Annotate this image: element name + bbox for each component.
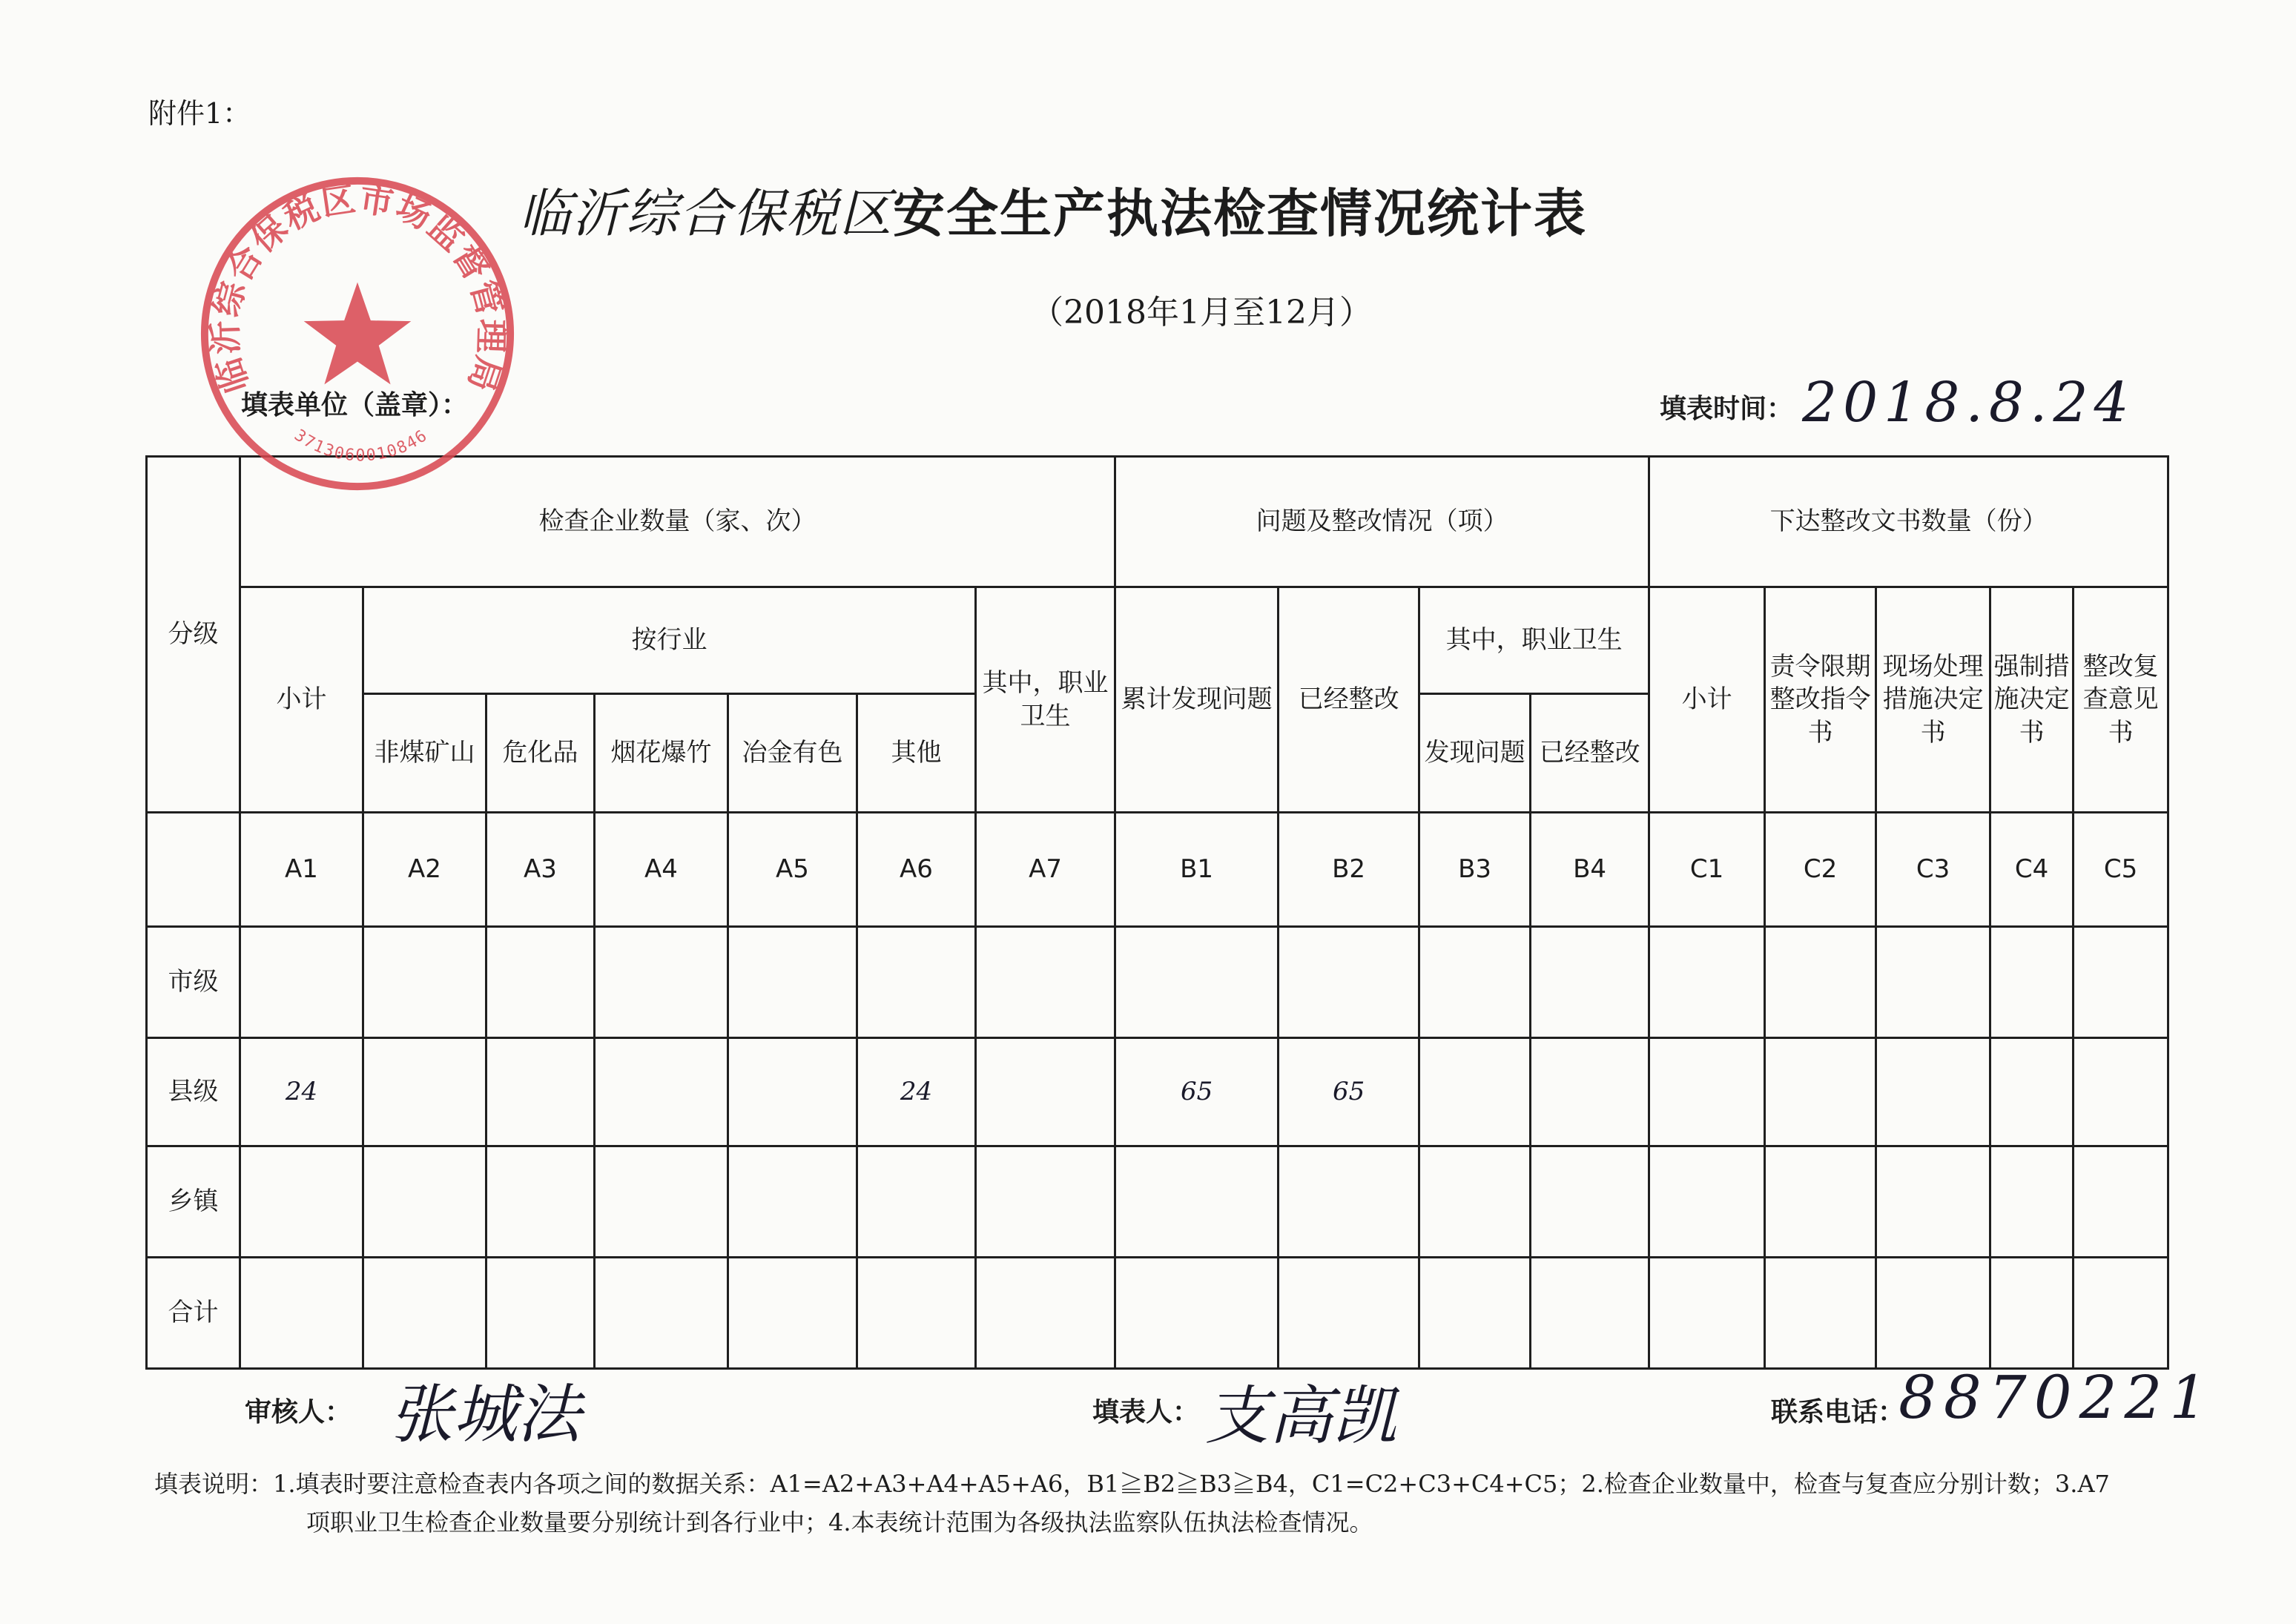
- code-cell: C4: [1990, 813, 2074, 927]
- data-cell: [1876, 1038, 1990, 1146]
- data-cell: [1531, 1038, 1649, 1146]
- svg-text:3713060010846: [291, 426, 432, 466]
- data-cell: [1279, 1146, 1419, 1258]
- data-cell: [1649, 927, 1765, 1038]
- data-cell: 24: [857, 1038, 976, 1146]
- data-cell: [728, 927, 857, 1038]
- data-cell: [728, 1146, 857, 1258]
- data-cell: [2074, 1146, 2168, 1258]
- a-other-header: 其他: [857, 694, 976, 813]
- row-label: 市级: [147, 927, 240, 1038]
- code-cell: A3: [486, 813, 595, 927]
- seal-text: 临沂综合保税区市场监督管理局: [205, 179, 512, 398]
- fill-time-label: 填表时间：: [1660, 394, 1794, 424]
- data-cell: [1419, 1258, 1531, 1369]
- row-label: 合计: [147, 1258, 240, 1369]
- data-cell: [1765, 1146, 1876, 1258]
- data-cell: [1990, 927, 2074, 1038]
- data-cell: [486, 927, 595, 1038]
- data-cell: [363, 1258, 486, 1369]
- group-a-header: 检查企业数量（家、次）: [240, 457, 1115, 587]
- data-cell: [486, 1258, 595, 1369]
- auditor-label: 审核人：: [245, 1397, 352, 1427]
- data-cell: [1649, 1258, 1765, 1369]
- code-cell: A7: [976, 813, 1115, 927]
- filler-signature: 支高凯: [1205, 1379, 1396, 1453]
- data-cell: [976, 1258, 1115, 1369]
- data-cell: [976, 927, 1115, 1038]
- b-found-header: 累计发现问题: [1115, 587, 1279, 813]
- code-cell: B2: [1279, 813, 1419, 927]
- b-fixed-header: 已经整改: [1279, 587, 1419, 813]
- title-handwritten-org: 临沂综合保税区: [519, 183, 893, 244]
- data-cell: [1115, 1146, 1279, 1258]
- code-cell: C5: [2074, 813, 2168, 927]
- data-cell: [1765, 1038, 1876, 1146]
- data-cell: [363, 1146, 486, 1258]
- c-force-header: 强制措施决定书: [1990, 587, 2074, 813]
- b-occ-found-header: 发现问题: [1419, 694, 1531, 813]
- code-cell: A1: [240, 813, 363, 927]
- data-cell: [486, 1146, 595, 1258]
- col-grade-header: 分级: [147, 457, 240, 813]
- group-c-header: 下达整改文书数量（份）: [1649, 457, 2168, 587]
- a-hazchem-header: 危化品: [486, 694, 595, 813]
- code-cell: B3: [1419, 813, 1531, 927]
- phone-label: 联系电话：: [1771, 1397, 1905, 1427]
- data-cell: 65: [1279, 1038, 1419, 1146]
- group-b-header: 问题及整改情况（项）: [1115, 457, 1649, 587]
- data-cell: [240, 927, 363, 1038]
- code-cell: A4: [595, 813, 728, 927]
- code-cell: A2: [363, 813, 486, 927]
- a-metallurgy-header: 冶金有色: [728, 694, 857, 813]
- data-cell: [1279, 927, 1419, 1038]
- code-row-blank: [147, 813, 240, 927]
- official-seal-stamp: [196, 172, 519, 495]
- title-printed: 安全生产执法检查情况统计表: [893, 183, 1587, 244]
- code-cell: B1: [1115, 813, 1279, 927]
- data-cell: [2074, 1258, 2168, 1369]
- data-cell: [1990, 1258, 2074, 1369]
- data-cell: [1649, 1146, 1765, 1258]
- c-order-header: 责令限期整改指令书: [1765, 587, 1876, 813]
- fill-instructions: [154, 1465, 2171, 1542]
- filler-label: 填表人：: [1092, 1397, 1200, 1427]
- data-cell: [1649, 1038, 1765, 1146]
- instructions-line-2: 项职业卫生检查企业数量要分别统计到各行业中；4.本表统计范围为各级执法监察队伍执法检查情况。: [306, 1508, 1373, 1536]
- seal-code: 3713060010846: [291, 426, 432, 466]
- a-by-industry-header: 按行业: [363, 587, 976, 694]
- data-cell: [1531, 1258, 1649, 1369]
- table-row: [147, 1038, 2168, 1146]
- c-onsite-header: 现场处理措施决定书: [1876, 587, 1990, 813]
- data-cell: [595, 1258, 728, 1369]
- data-cell: [1419, 927, 1531, 1038]
- a-occ-header: 其中，职业卫生: [976, 587, 1115, 813]
- data-cell: [1765, 927, 1876, 1038]
- data-cell: [1115, 1258, 1279, 1369]
- data-cell: [1115, 927, 1279, 1038]
- data-cell: [595, 1146, 728, 1258]
- data-cell: [1531, 927, 1649, 1038]
- a-non-coal-header: 非煤矿山: [363, 694, 486, 813]
- data-cell: [728, 1038, 857, 1146]
- phone-value: 8870221: [1899, 1363, 2215, 1432]
- instructions-line-1: 填表说明：1.填表时要注意检查表内各项之间的数据关系：A1=A2+A3+A4+A5+A6，B1≧B2≧B3≧B4，C1=C2+C3+C4+C5；2.检查企业数量中，检查与复查应分别计数；3.A7: [154, 1470, 2110, 1498]
- date-range-subtitle: （2018年1月至12月）: [1031, 294, 1372, 331]
- table-row: [147, 1258, 2168, 1369]
- data-cell: [1279, 1258, 1419, 1369]
- data-cell: [486, 1038, 595, 1146]
- code-cell: C2: [1765, 813, 1876, 927]
- data-cell: [1419, 1146, 1531, 1258]
- data-cell: [2074, 1038, 2168, 1146]
- star-icon: [304, 283, 412, 385]
- row-label: 乡镇: [147, 1146, 240, 1258]
- data-cell: [857, 927, 976, 1038]
- code-cell: C1: [1649, 813, 1765, 927]
- fill-time-value: 2018.8.24: [1802, 371, 2135, 435]
- b-occ-fixed-header: 已经整改: [1531, 694, 1649, 813]
- data-cell: [363, 1038, 486, 1146]
- page-title: [519, 172, 1587, 247]
- a-subtotal-header: 小计: [240, 587, 363, 813]
- data-cell: [1876, 1258, 1990, 1369]
- data-cell: [240, 1146, 363, 1258]
- data-cell: [1765, 1258, 1876, 1369]
- data-cell: 65: [1115, 1038, 1279, 1146]
- code-cell: C3: [1876, 813, 1990, 927]
- c-subtotal-header: 小计: [1649, 587, 1765, 813]
- data-cell: [595, 927, 728, 1038]
- row-label: 县级: [147, 1038, 240, 1146]
- data-cell: [595, 1038, 728, 1146]
- data-cell: [1990, 1038, 2074, 1146]
- data-cell: [857, 1146, 976, 1258]
- table-row: [147, 927, 2168, 1038]
- data-cell: [240, 1258, 363, 1369]
- code-cell: B4: [1531, 813, 1649, 927]
- data-cell: [363, 927, 486, 1038]
- data-cell: [1876, 1146, 1990, 1258]
- auditor-signature: 张城法: [389, 1378, 581, 1452]
- attachment-label: 附件1：: [148, 97, 251, 130]
- table-row: [147, 1146, 2168, 1258]
- fill-unit-label: 填表单位（盖章）：: [241, 390, 469, 420]
- data-cell: [1990, 1146, 2074, 1258]
- data-cell: [728, 1258, 857, 1369]
- data-cell: [1419, 1038, 1531, 1146]
- statistics-table: [145, 455, 2169, 1370]
- b-occ-header: 其中，职业卫生: [1419, 587, 1649, 694]
- a-fireworks-header: 烟花爆竹: [595, 694, 728, 813]
- data-cell: [2074, 927, 2168, 1038]
- data-cell: [976, 1038, 1115, 1146]
- data-cell: [1531, 1146, 1649, 1258]
- data-cell: [976, 1146, 1115, 1258]
- code-cell: A5: [728, 813, 857, 927]
- data-cell: [1876, 927, 1990, 1038]
- code-cell: A6: [857, 813, 976, 927]
- data-cell: [857, 1258, 976, 1369]
- data-cell: 24: [240, 1038, 363, 1146]
- c-review-header: 整改复查意见书: [2074, 587, 2168, 813]
